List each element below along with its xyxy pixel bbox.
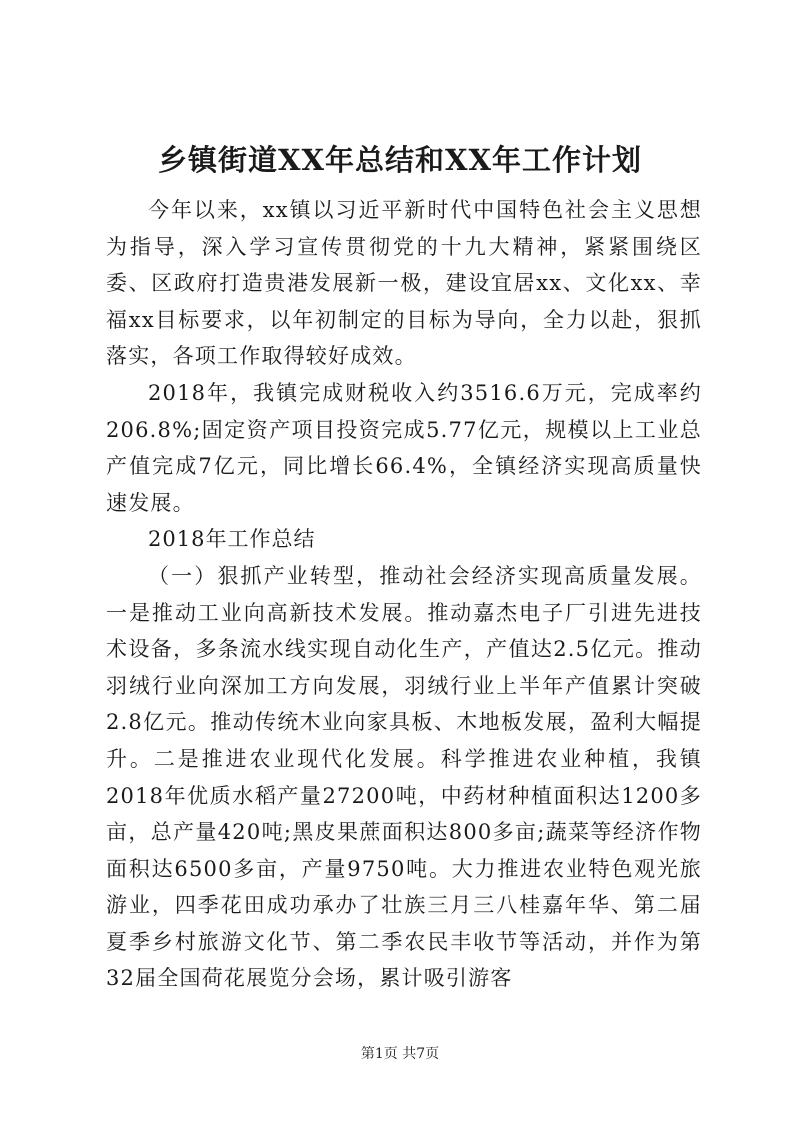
summary-figures-paragraph: 2018年，我镇完成财税收入约3516.6万元，完成率约206.8%;固定资产项目投资完成5.77亿元，规模以上工业总产值完成7亿元，同比增长66.4%，全镇经济实现高质量快速发展。 xyxy=(106,380,702,515)
page-footer: 第1页 共7页 xyxy=(360,1046,440,1062)
industry-transformation-paragraph: （一）狠抓产业转型，推动社会经济实现高质量发展。一是推动工业向高新技术发展。推动嘉杰电子厂引进先进技术设备，多条流水线实现自动化生产，产值达2.5亿元。推动羽绒行业向深加工方向发展，羽绒行业上半年产值累计突破2.8亿元。推动传统木业向家具板、木地板发展，盈利大幅提升。二是推进农业现代化发展。科学推进农业种植，我镇2018年优质水稻产量27200吨，中药材种植面积达1200多亩，总产量420吨;黑皮果蔗面积达800多亩;蔬菜等经济作物面积达6500多亩，产量9750吨。大力推进农业特色观光旅游业，四季花田成功承办了壮族三月三八桂嘉年华、第二届夏季乡村旅游文化节、第二季农民丰收节等活动，并作为第32届全国荷花展览分会场，累计吸引游客 xyxy=(106,563,702,991)
document-title: 乡镇街道XX年总结和XX年工作计划 xyxy=(157,143,642,177)
section-heading: 2018年工作总结 xyxy=(148,527,316,552)
document-body xyxy=(106,192,702,997)
intro-paragraph: 今年以来，xx镇以习近平新时代中国特色社会主义思想为指导，深入学习宣传贯彻党的十九大精神，紧紧围绕区委、区政府打造贵港发展新一极，建设宜居xx、文化xx、幸福xx目标要求，以年初制定的目标为导向，全力以赴，狠抓落实，各项工作取得较好成效。 xyxy=(106,198,702,369)
